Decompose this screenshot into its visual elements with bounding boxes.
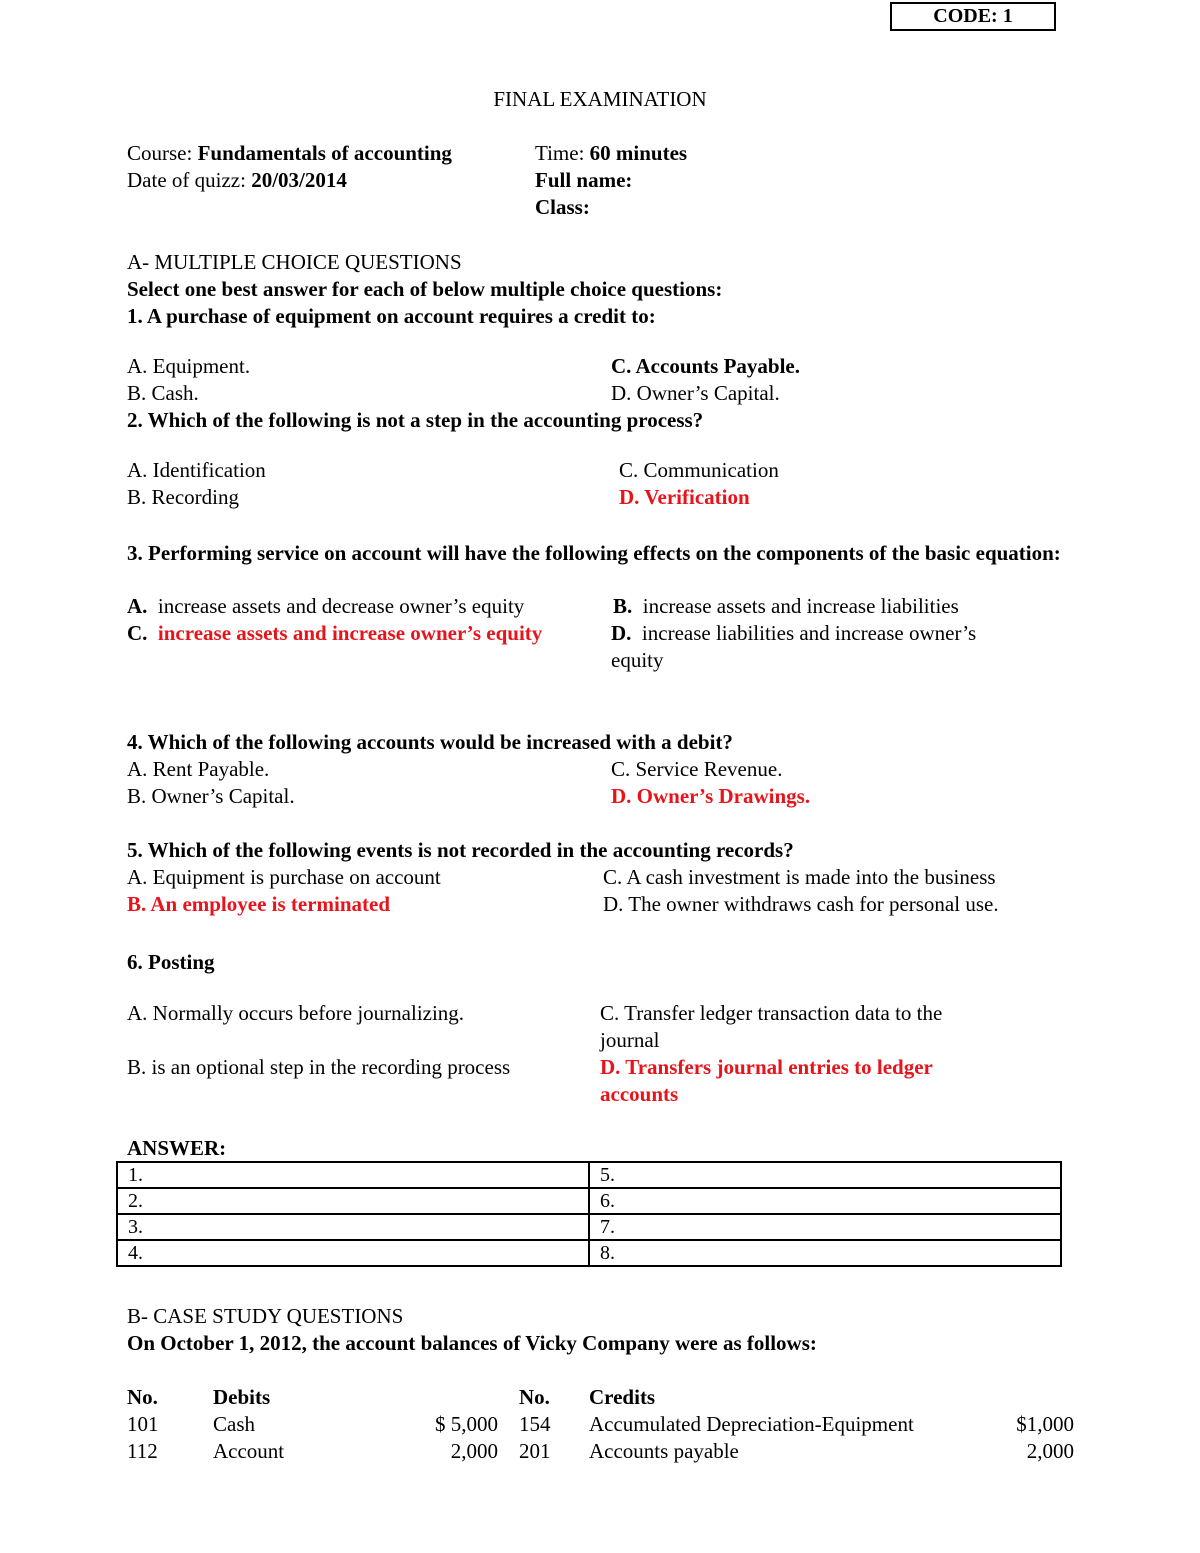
balances-header-no-credit: No. bbox=[519, 1385, 550, 1409]
course-label: Course: bbox=[127, 141, 198, 165]
date-line bbox=[127, 167, 347, 194]
section-a-instruction: Select one best answer for each of below multiple choice questions: bbox=[127, 277, 723, 301]
table-row bbox=[117, 1162, 1061, 1188]
debit-account-no: 112 bbox=[127, 1439, 158, 1463]
balances-header-credits: Credits bbox=[589, 1385, 656, 1409]
credit-amount: 2,000 bbox=[1026, 1439, 1074, 1463]
credit-account-name: Accumulated Depreciation-Equipment bbox=[589, 1412, 914, 1436]
debit-amount: $ 5,000 bbox=[435, 1412, 498, 1436]
q3-option-b bbox=[613, 593, 959, 620]
answer-table bbox=[116, 1161, 1062, 1267]
q4-option-b: B. Owner’s Capital. bbox=[127, 784, 295, 808]
debit-account-name: Account bbox=[213, 1439, 285, 1463]
credit-account-name: Accounts payable bbox=[589, 1439, 739, 1463]
q3-option-c bbox=[127, 620, 557, 647]
q3-question: 3. Performing service on account will have the following effects on the components of the basic equation: bbox=[127, 541, 1061, 565]
q2-option-a: A. Identification bbox=[127, 458, 266, 482]
credit-amount: $1,000 bbox=[1016, 1412, 1074, 1436]
q1-option-d: D. Owner’s Capital. bbox=[611, 381, 780, 405]
table-row bbox=[117, 1188, 1061, 1214]
q3-option-a-text: increase assets and decrease owner’s equity bbox=[157, 594, 525, 618]
q3-option-b-letter: B. bbox=[613, 594, 633, 618]
q2-option-d: D. Verification bbox=[619, 485, 750, 509]
q3-option-c-text: increase assets and increase owner’s equity bbox=[157, 621, 543, 645]
q3-option-d-letter: D. bbox=[611, 621, 632, 645]
q4-option-c: C. Service Revenue. bbox=[611, 757, 783, 781]
q3-option-a-letter: A. bbox=[127, 594, 148, 618]
answer-cell[interactable]: 7. bbox=[589, 1214, 1061, 1240]
course-line bbox=[127, 140, 452, 167]
section-a-heading: A- MULTIPLE CHOICE QUESTIONS bbox=[127, 250, 462, 274]
q1-option-c: C. Accounts Payable. bbox=[611, 354, 800, 378]
fullname-label: Full name: bbox=[535, 168, 633, 192]
debit-amount: 2,000 bbox=[450, 1439, 498, 1463]
q5-option-d: D. The owner withdraws cash for personal use. bbox=[603, 892, 999, 916]
q4-option-d: D. Owner’s Drawings. bbox=[611, 784, 811, 808]
q2-option-c: C. Communication bbox=[619, 458, 779, 482]
table-row bbox=[117, 1214, 1061, 1240]
q5-option-c: C. A cash investment is made into the business bbox=[603, 865, 996, 889]
q2-option-b: B. Recording bbox=[127, 485, 239, 509]
answer-cell[interactable]: 2. bbox=[117, 1188, 589, 1214]
answer-cell[interactable]: 6. bbox=[589, 1188, 1061, 1214]
q3-option-d bbox=[611, 620, 1031, 674]
answer-cell[interactable]: 3. bbox=[117, 1214, 589, 1240]
date-value: 20/03/2014 bbox=[251, 168, 347, 192]
date-label: Date of quizz: bbox=[127, 168, 252, 192]
answer-cell[interactable]: 4. bbox=[117, 1240, 589, 1266]
credit-account-no: 154 bbox=[519, 1412, 551, 1436]
q4-question: 4. Which of the following accounts would be increased with a debit? bbox=[127, 730, 733, 754]
q6-question: 6. Posting bbox=[127, 950, 215, 974]
q3-option-c-letter: C. bbox=[127, 621, 148, 645]
q6-option-b: B. is an optional step in the recording process bbox=[127, 1055, 511, 1079]
q1-option-a: A. Equipment. bbox=[127, 354, 251, 378]
q1-option-b: B. Cash. bbox=[127, 381, 199, 405]
q3-option-b-text: increase assets and increase liabilities bbox=[642, 594, 959, 618]
time-value: 60 minutes bbox=[589, 141, 688, 165]
table-row bbox=[117, 1240, 1061, 1266]
time-label: Time: bbox=[535, 141, 590, 165]
debit-account-name: Cash bbox=[213, 1412, 255, 1436]
q5-option-b: B. An employee is terminated bbox=[127, 892, 391, 916]
debit-account-no: 101 bbox=[127, 1412, 159, 1436]
section-b-heading: B- CASE STUDY QUESTIONS bbox=[127, 1304, 404, 1328]
balances-header-no-debit: No. bbox=[127, 1385, 158, 1409]
balances-header-debits: Debits bbox=[213, 1385, 271, 1409]
q2-question: 2. Which of the following is not a step in the accounting process? bbox=[127, 408, 704, 432]
credit-account-no: 201 bbox=[519, 1439, 551, 1463]
course-value: Fundamentals of accounting bbox=[197, 141, 452, 165]
time-line bbox=[535, 140, 687, 167]
answer-label: ANSWER: bbox=[127, 1136, 227, 1160]
answer-cell[interactable]: 1. bbox=[117, 1162, 589, 1188]
q6-option-c: C. Transfer ledger transaction data to the journal bbox=[600, 1001, 943, 1052]
q5-option-a: A. Equipment is purchase on account bbox=[127, 865, 441, 889]
q1-question: 1. A purchase of equipment on account requires a credit to: bbox=[127, 304, 656, 328]
class-label: Class: bbox=[535, 195, 590, 219]
answer-cell[interactable]: 5. bbox=[589, 1162, 1061, 1188]
exam-code-box: CODE: 1 bbox=[890, 2, 1056, 31]
answer-cell[interactable]: 8. bbox=[589, 1240, 1061, 1266]
q4-option-a: A. Rent Payable. bbox=[127, 757, 270, 781]
q6-option-a: A. Normally occurs before journalizing. bbox=[127, 1001, 465, 1025]
q6-option-d: D. Transfers journal entries to ledger accounts bbox=[600, 1055, 933, 1106]
q3-option-a bbox=[127, 593, 524, 620]
q3-option-d-text: increase liabilities and increase owner’s equity bbox=[611, 621, 977, 672]
section-b-intro: On October 1, 2012, the account balances of Vicky Company were as follows: bbox=[127, 1331, 817, 1355]
q5-question: 5. Which of the following events is not recorded in the accounting records? bbox=[127, 838, 794, 862]
exam-title: FINAL EXAMINATION bbox=[493, 87, 707, 111]
